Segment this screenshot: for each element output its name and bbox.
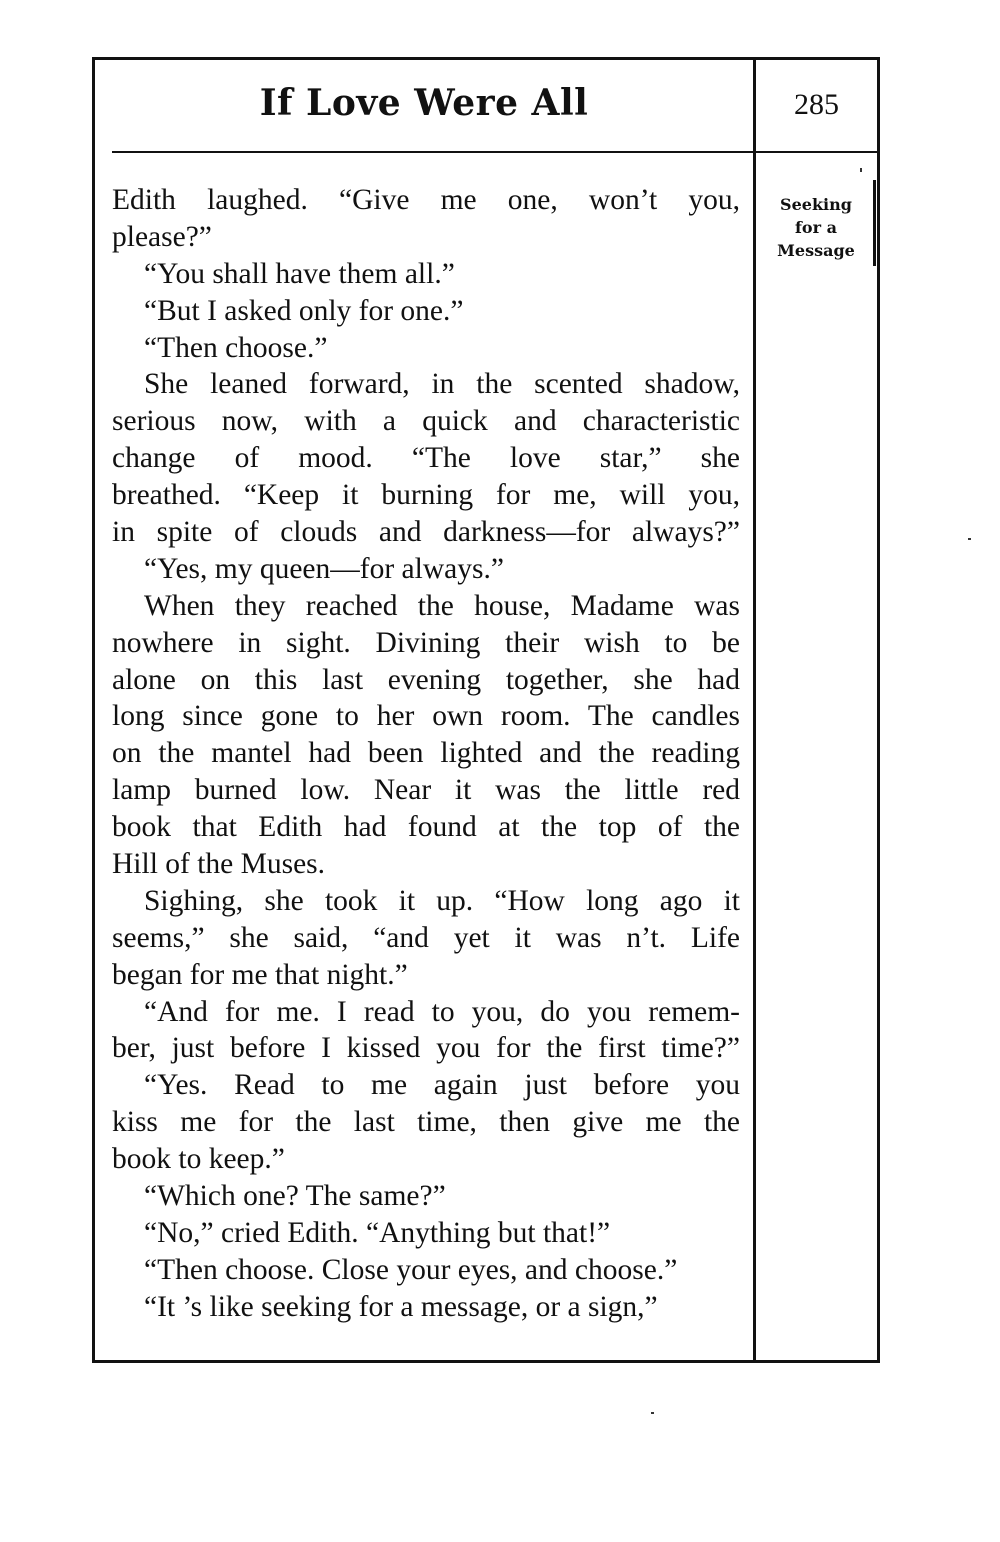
margin-note [760,193,872,262]
text-line: book to keep.” [112,1143,285,1176]
margin-header-rule [756,151,877,153]
margin-note-line: for a [795,218,837,237]
margin-note-rule [873,180,876,266]
text-line: please?” [112,220,212,253]
text-line: “And for me. I read to you, do you remem- [144,995,740,1028]
text-line: “Then choose.” [144,331,328,364]
text-line: “No,” cried Edith. “Anything but that!” [144,1216,611,1249]
text-line: breathed. “Keep it burning for me, will you, [112,479,740,512]
scan-speck [860,168,862,172]
margin-note-line: Seeking [780,195,852,214]
text-line: change of mood. “The love star,” she [112,442,740,475]
text-line: nowhere in sight. Divining their wish to be [112,626,740,659]
text-line: book that Edith had found at the top of the [112,811,740,844]
text-line: Edith laughed. “Give me one, won’t you, [112,184,740,216]
text-line: “Yes, my queen—for always.” [144,552,504,585]
text-line: Sighing, she took it up. “How long ago it [144,884,740,917]
body-text [112,182,740,1326]
text-line: “You shall have them all.” [144,257,455,290]
column-divider [753,57,756,1363]
text-line: ber, just before I kissed you for the first time?” [112,1032,740,1065]
text-line: seems,” she said, “and yet it was n’t. Life [112,921,740,954]
text-line: in spite of clouds and darkness—for always?” [112,516,740,549]
scan-speck [651,1412,654,1414]
text-line: long since gone to her own room. The candles [112,700,740,733]
text-line: When they reached the house, Madame was [144,589,740,622]
running-title: If Love Were All [259,82,589,124]
text-line: “Then choose. Close your eyes, and choose.” [144,1253,678,1286]
text-line: “Which one? The same?” [144,1180,446,1213]
text-line: alone on this last evening together, she had [112,663,740,696]
scan-speck [968,538,971,540]
page-number: 285 [794,88,839,121]
text-line: “Yes. Read to me again just before you [144,1069,740,1102]
text-line: Hill of the Muses. [112,848,326,881]
text-line: lamp burned low. Near it was the little red [112,774,740,807]
text-line: “It ’s like seeking for a message, or a sign,” [144,1290,658,1323]
text-line: “But I asked only for one.” [144,294,464,327]
header-rule [112,151,753,153]
text-line: She leaned forward, in the scented shadow, [144,368,740,401]
text-line: began for me that night.” [112,958,408,991]
margin-note-line: Message [777,241,855,260]
text-line: serious now, with a quick and characteristic [112,405,740,438]
text-line: on the mantel had been lighted and the reading [112,737,740,770]
text-line: kiss me for the last time, then give me the [112,1106,740,1139]
